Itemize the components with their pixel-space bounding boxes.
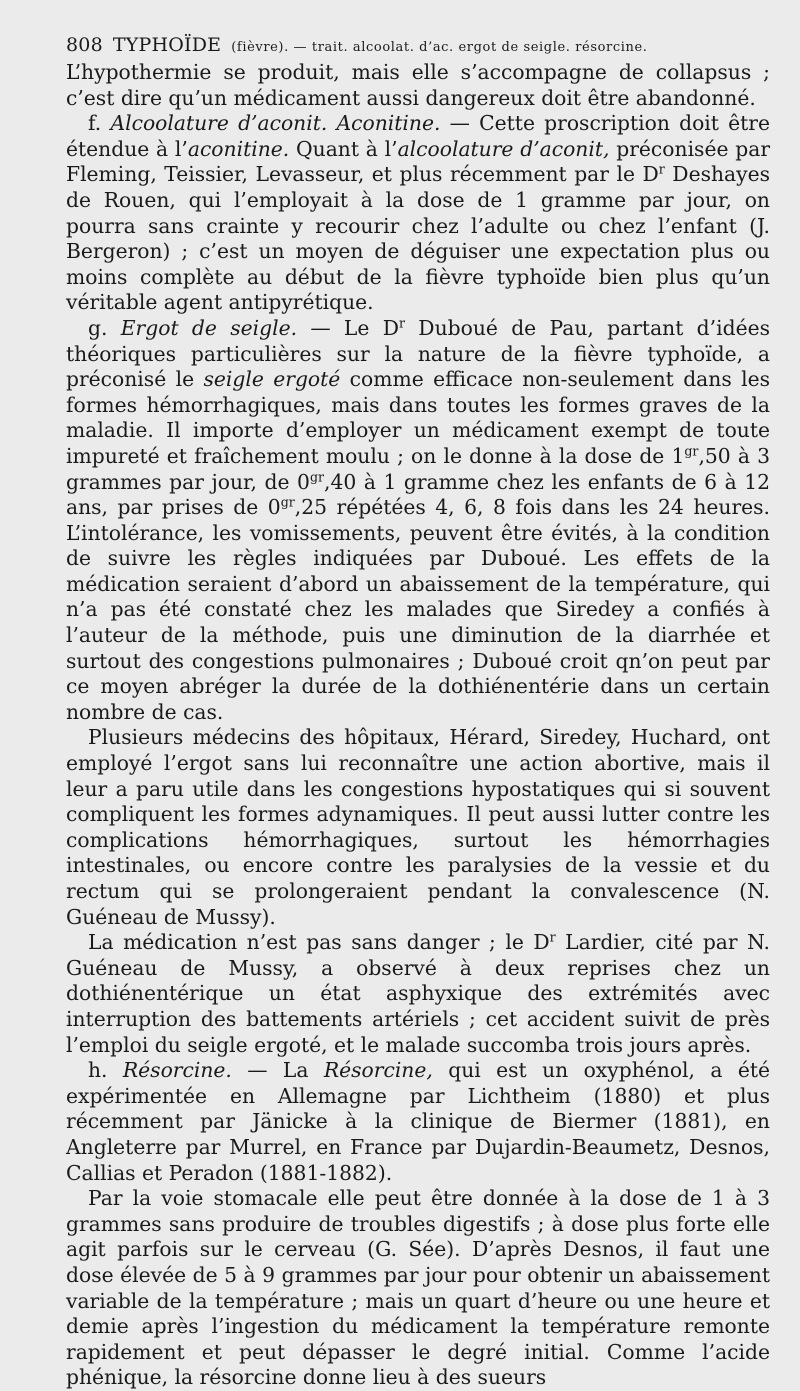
italic-text: seigle ergoté [203, 367, 341, 392]
paragraph [66, 111, 770, 316]
text-run: — Le D [297, 315, 399, 340]
superscript: r [549, 929, 556, 945]
italic-text: Ergot de seigle. [120, 315, 298, 340]
italic-text: Alcoolature d’aconit. Aconitine. [110, 111, 441, 136]
text-run: Duboué de Pau, partant d’idées théoriques particulières sur la nature de la fièvre typhoïde, a préconisé le [66, 315, 770, 392]
paragraph [66, 60, 770, 111]
text-run: Deshayes de Rouen, qui l’employait à la dose de 1 gramme par jour, on pourra sans crainte y recourir chez l’adulte ou chez l’enfant (J. Bergeron) ; c’est un moyen de déguiser une expectation plus ou moins complète au début de la fièvre typhoïde bien plus qu’un véritable agent antipyrétique. [66, 162, 770, 315]
running-subtitle: (fièvre). — trait. alcoolat. d’ac. ergot de seigle. résorcine. [231, 40, 648, 55]
text-run: Par la voie stomacale elle peut être donnée à la dose de 1 à 3 grammes sans produire de troubles digestifs ; à dose plus forte elle agit parfois sur le cerveau (G. Sée). D’après Desnos, il faut une dose élevée de 5 à 9 grammes par jour pour obtenir un abaissement variable de la température ; mais un quart d’heure ou une heure et demie après l’ingestion du médicament la température remonte rapidement et peut dépasser le degré initial. Comme l’acide phénique, la résorcine donne lieu à des sueurs [66, 1186, 770, 1390]
paragraph [66, 1186, 770, 1391]
text-run: Quant à l’ [289, 136, 398, 161]
paragraph [66, 725, 770, 930]
superscript: gr [684, 443, 699, 459]
text-run: — La [231, 1058, 324, 1083]
paragraph [66, 1058, 770, 1186]
text-run: préconisée par Fleming, Teissier, Levasseur, et plus récemment par le D [66, 136, 771, 187]
italic-text: Résorcine. [122, 1058, 232, 1083]
page-number: 808 [66, 34, 103, 56]
text-run: f. [88, 111, 111, 136]
italic-text: alcoolature d’aconit, [397, 136, 610, 161]
superscript: gr [309, 468, 325, 484]
text-run: h. [88, 1058, 123, 1083]
superscript: gr [280, 494, 295, 510]
running-title: TYPHOÏDE [112, 34, 222, 56]
text-run: L’hypothermie se produit, mais elle s’accompagne de collapsus ; c’est dire qu’un médicament aussi dangereux doit être abandonné. [66, 60, 770, 110]
text-run: — Cette proscription doit être étendue à l’ [66, 111, 770, 161]
text-run: g. [88, 315, 121, 340]
text-run: ,40 à 1 gramme chez les enfants de 6 à 12 ans, par prises de 0 [66, 469, 771, 520]
text-run: qui est un oxyphénol, a été expérimentée en Allemagne par Lichtheim (1880) et plus récemment par Jänicke à la clinique de Biermer (1881), en Angleterre par Murrel, en France par Dujardin-Beaumetz, Desnos, Callias et Peradon (1881-1882). [66, 1058, 770, 1185]
paragraph [66, 930, 770, 1058]
text-run: ,25 répétées 4, 6, 8 fois dans les 24 heures. L’intolérance, les vomissements, peuvent être évités, à la condition de suivre les règles indiquées par Duboué. Les effets de la médication seraient d’abord un abaissement de la température, qui n’a pas été constaté chez les malades que Siredey a confiés à l’auteur de la méthode, puis une diminution de la diarrhée et surtout des congestions pulmonaires ; Duboué croit qn’on peut par ce moyen abréger la durée de la dothiénentérie dans un certain nombre de cas. [66, 495, 770, 724]
superscript: r [398, 315, 405, 331]
text-run: Plusieurs médecins des hôpitaux, Hérard, Siredey, Huchard, ont employé l’ergot sans lui reconnaître une action abortive, mais il leur a paru utile dans les congestions hypostatiques qui si souvent compliquent les formes adynamiques. Il peut aussi lutter contre les complications hémorrhagiques, surtout les hémorrhagies intestinales, ou encore contre les paralysies de la vessie et du rectum qui se prolongeraient pendant la convalescence (N. Guéneau de Mussy). [66, 725, 770, 929]
running-header [66, 34, 770, 56]
italic-text: aconitine. [187, 136, 290, 161]
text-run: La médication n’est pas sans danger ; le D [88, 930, 550, 955]
text-run: Lardier, cité par N. Guéneau de Mussy, a observé à deux reprises chez un dothiénentérique un état asphyxique des extrémités avec interruption des battements artériels ; cet accident suivit de près l’emploi du seigle ergoté, et le malade succomba trois jours après. [66, 930, 770, 1057]
text-run: ,50 à 3 grammes par jour, de 0 [66, 443, 770, 494]
superscript: r [658, 161, 665, 177]
italic-text: Résorcine, [323, 1058, 433, 1083]
body-text [66, 60, 770, 1391]
paragraph [66, 316, 770, 726]
text-run: comme efficace non-seulement dans les formes hémorrhagiques, mais dans toutes les formes graves de la maladie. Il importe d’employer un médicament exempt de toute impureté et fraîchement moulu ; on le donne à la dose de 1 [66, 367, 771, 468]
